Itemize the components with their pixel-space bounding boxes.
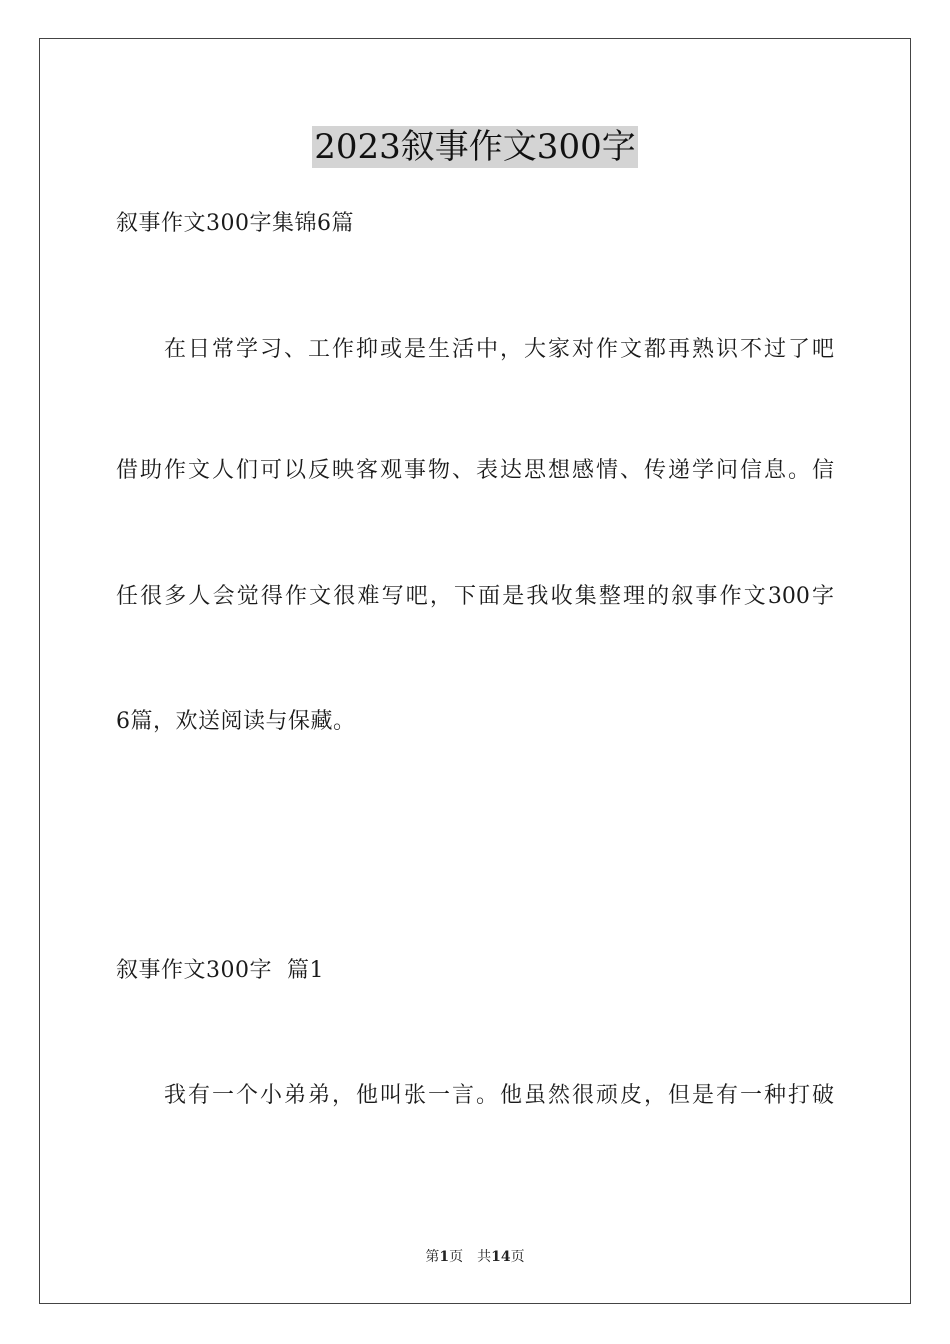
footer-total-suffix: 页 — [510, 1249, 525, 1265]
intro-line-2: 借助作文人们可以反映客观事物、表达思想感情、传递学问信息。信 — [116, 458, 834, 483]
footer-page-suffix: 页 — [449, 1249, 464, 1265]
footer-total-prefix: 共 — [477, 1249, 492, 1265]
document-title: 2023叙事作文300字 — [314, 127, 636, 167]
section-heading-1: 叙事作文300字 篇1 — [116, 958, 324, 983]
title-container — [0, 126, 950, 168]
page-footer — [0, 1248, 950, 1266]
intro-line-4: 6篇，欢送阅读与保藏。 — [116, 709, 356, 734]
intro-line-1: 在日常学习、工作抑或是生活中，大家对作文都再熟识不过了吧 — [164, 337, 834, 362]
document-subtitle: 叙事作文300字集锦6篇 — [116, 211, 354, 236]
footer-total-pages: 14 — [491, 1249, 511, 1265]
footer-page-prefix: 第 — [425, 1249, 440, 1265]
intro-line-3: 任很多人会觉得作文很难写吧，下面是我收集整理的叙事作文300字 — [116, 584, 834, 609]
section1-line-1: 我有一个小弟弟，他叫张一言。他虽然很顽皮，但是有一种打破 — [164, 1083, 834, 1108]
footer-page-number: 1 — [439, 1249, 450, 1265]
